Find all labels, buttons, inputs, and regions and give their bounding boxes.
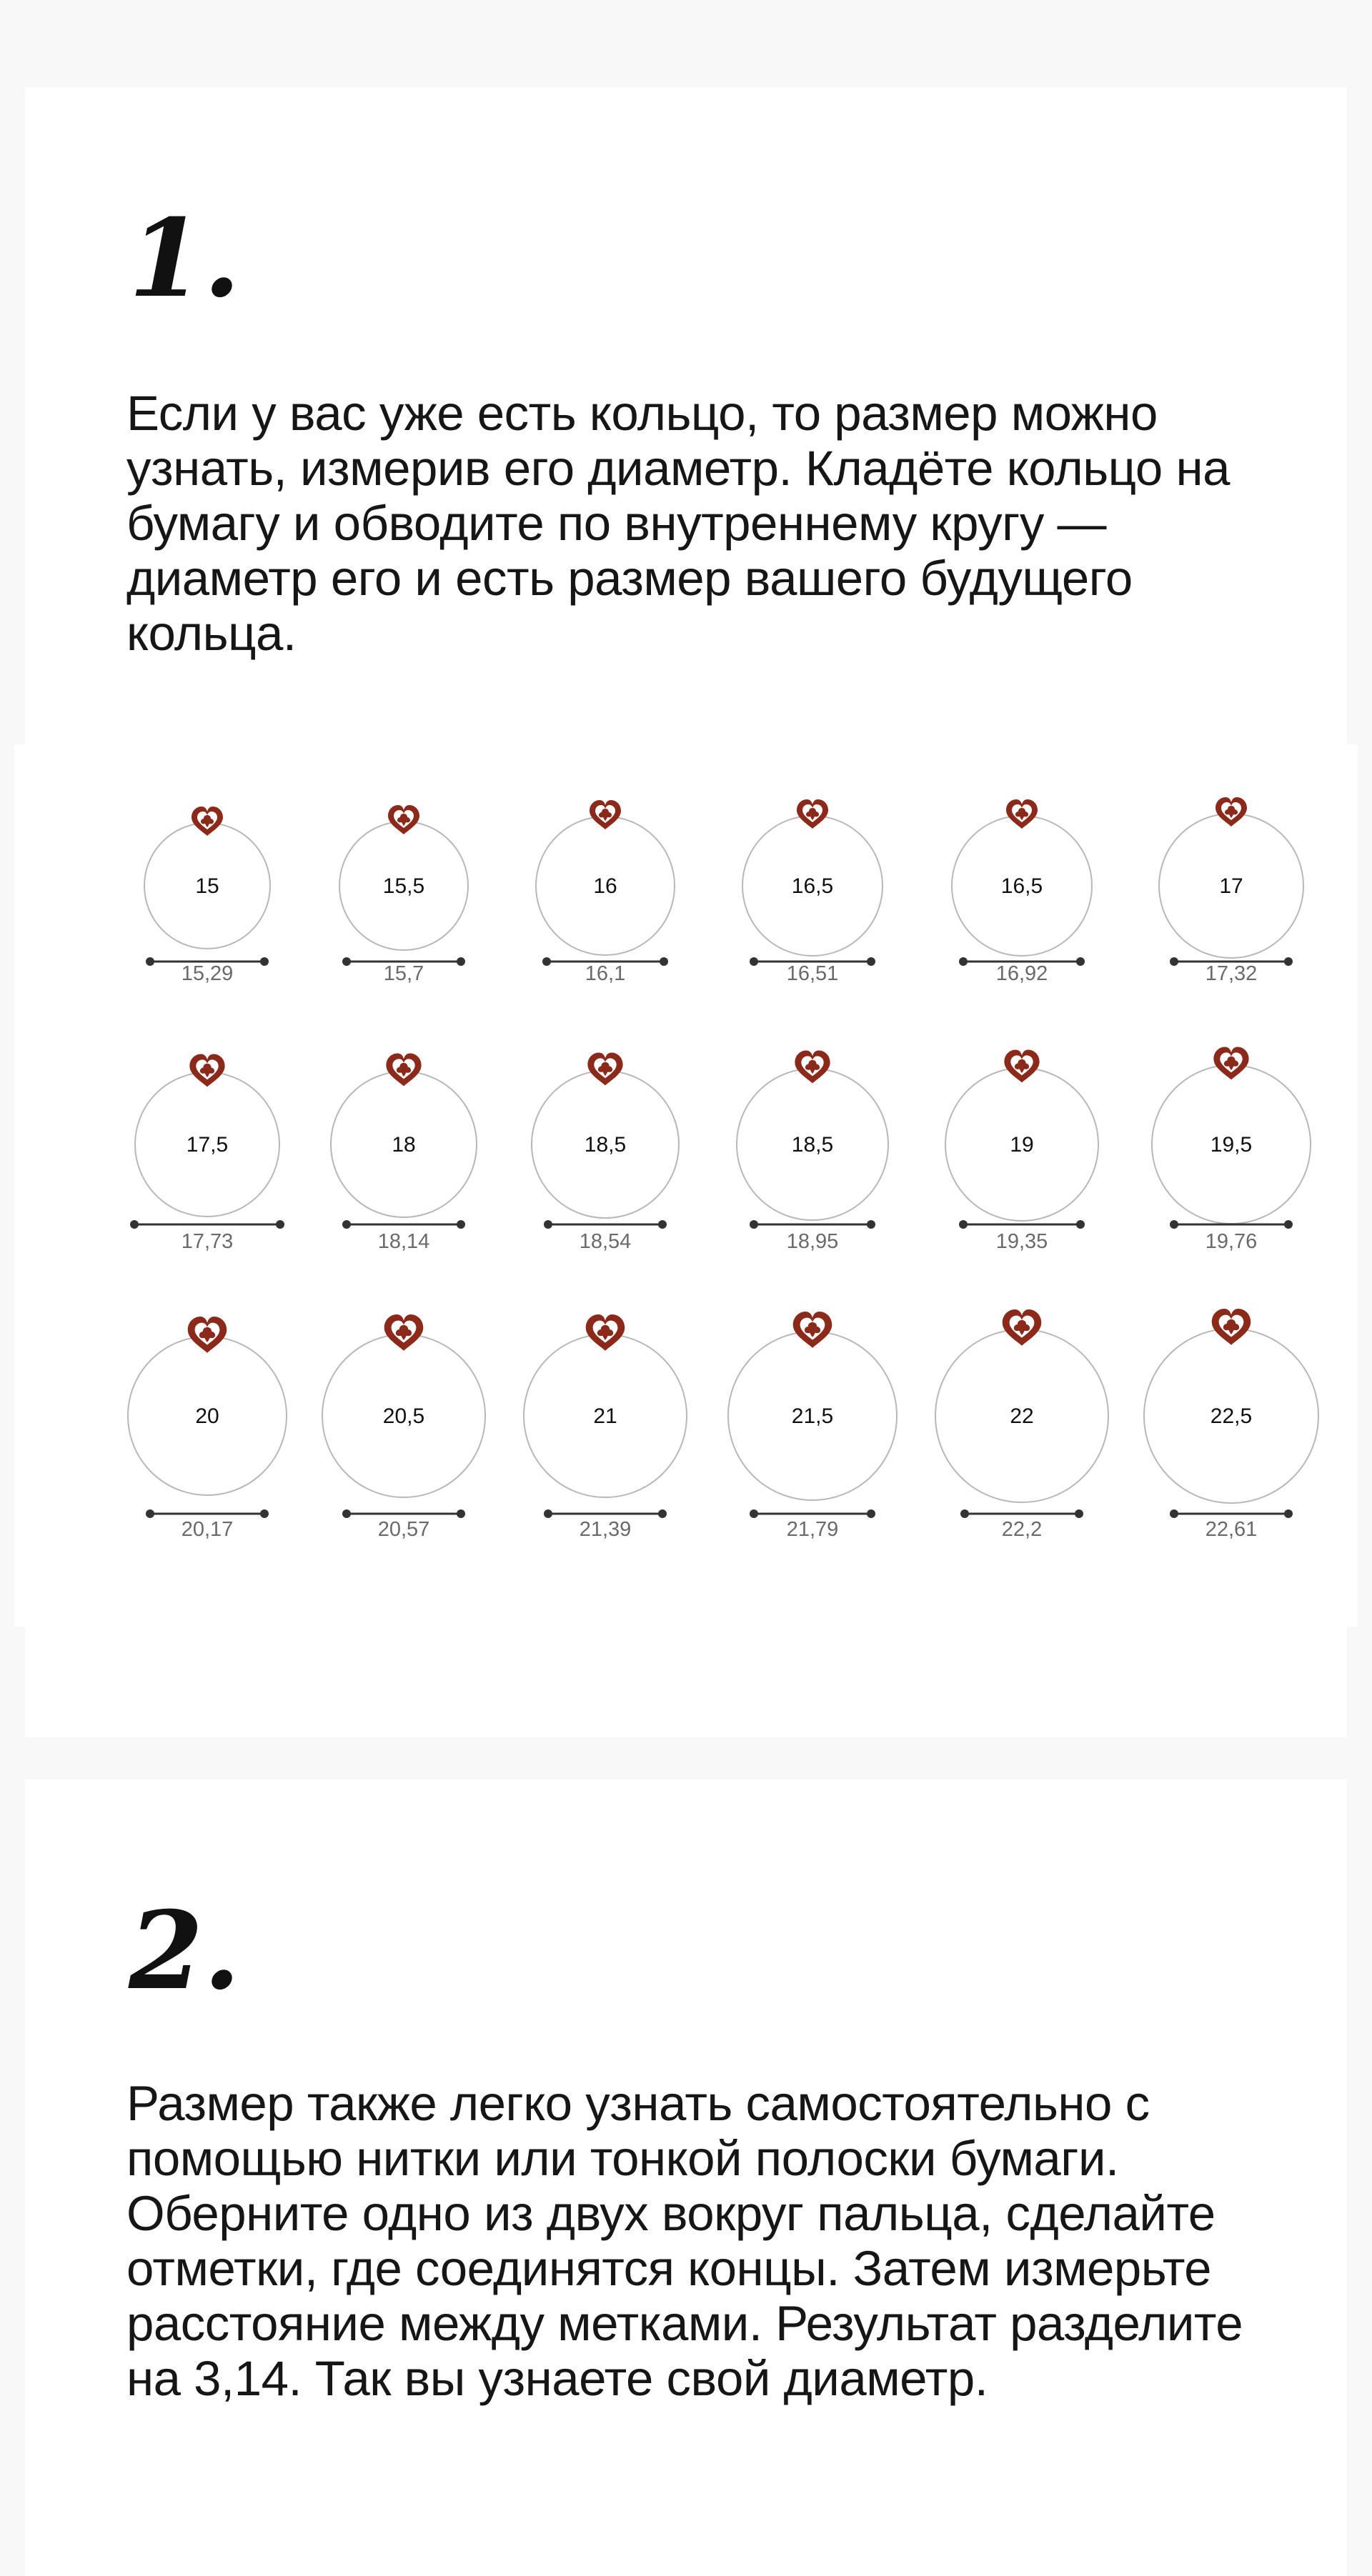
measure-endpoint bbox=[342, 1509, 351, 1518]
heart-charm-icon bbox=[188, 1317, 227, 1353]
step-1-card bbox=[25, 87, 1347, 1737]
ring-size-label: 16 bbox=[593, 874, 617, 898]
ring-size-label: 16,5 bbox=[791, 874, 834, 898]
ring-size-label: 17,5 bbox=[186, 1133, 229, 1157]
measure-endpoint bbox=[1075, 1509, 1083, 1518]
ring-size-label: 22 bbox=[1010, 1404, 1034, 1428]
ring-size-label: 15 bbox=[195, 874, 219, 898]
measure-endpoint bbox=[867, 1220, 875, 1229]
ring-size-item bbox=[144, 807, 270, 985]
measure-endpoint bbox=[457, 1220, 465, 1229]
measure-endpoint bbox=[544, 1509, 552, 1518]
measure-endpoint bbox=[658, 1220, 667, 1229]
measure-endpoint bbox=[457, 957, 465, 966]
step-2-number: 2. bbox=[129, 1888, 241, 2014]
ring-size-item bbox=[524, 1314, 687, 1541]
diameter-label: 21,39 bbox=[579, 1518, 632, 1541]
ring-size-label: 21 bbox=[593, 1404, 617, 1428]
measure-endpoint bbox=[658, 1509, 667, 1518]
ring-size-label: 21,5 bbox=[791, 1404, 834, 1428]
measure-endpoint bbox=[1284, 957, 1293, 966]
diameter-label: 16,1 bbox=[585, 962, 626, 985]
ring-size-item bbox=[130, 1054, 284, 1253]
ring-size-item bbox=[536, 800, 675, 985]
ring-size-label: 19,5 bbox=[1210, 1133, 1253, 1157]
measure-endpoint bbox=[867, 957, 875, 966]
measure-endpoint bbox=[1170, 957, 1178, 966]
diameter-label: 19,76 bbox=[1205, 1230, 1258, 1253]
measure-endpoint bbox=[867, 1509, 875, 1518]
measure-endpoint bbox=[342, 1220, 351, 1229]
step-1-number: 1. bbox=[129, 196, 241, 321]
ring-size-item bbox=[742, 799, 883, 985]
ring-size-label: 18,5 bbox=[791, 1133, 834, 1157]
measure-endpoint bbox=[542, 957, 551, 966]
ring-size-item bbox=[1144, 1309, 1318, 1541]
heart-charm-icon bbox=[797, 799, 828, 829]
heart-charm-icon bbox=[1003, 1309, 1042, 1346]
heart-charm-icon bbox=[388, 805, 419, 834]
ring-size-label: 15,5 bbox=[382, 874, 425, 898]
ring-size-item bbox=[737, 1050, 888, 1253]
measure-endpoint bbox=[750, 1509, 758, 1518]
heart-charm-icon bbox=[192, 807, 223, 836]
diameter-label: 18,95 bbox=[786, 1230, 839, 1253]
diameter-label: 15,7 bbox=[383, 962, 424, 985]
ring-size-label: 16,5 bbox=[1000, 874, 1043, 898]
ring-size-item bbox=[952, 799, 1092, 985]
measure-endpoint bbox=[750, 1220, 758, 1229]
step-2-text: Размер также легко узнать самостоятельно с помощью нитки или тонкой полоски бумаги. Оберните одно из двух вокруг пальца, сделайте отметки, где соединятся концы. Затем измерьте расстояние между метками. Результат разделите на 3,14. Так вы узнаете свой диаметр. bbox=[126, 2076, 1243, 2406]
diameter-label: 18,14 bbox=[377, 1230, 430, 1253]
step-1-text: Если у вас уже есть кольцо, то размер можно узнать, измерив его диаметр. Кладёте кольцо на бумагу и обводите по внутреннему кругу — диаметр его и есть размер вашего будущего кольца. bbox=[126, 386, 1230, 661]
diameter-label: 15,29 bbox=[181, 962, 234, 985]
ring-size-item bbox=[728, 1312, 897, 1541]
ring-size-chart-graphic bbox=[14, 744, 1358, 1627]
diameter-label: 16,51 bbox=[786, 962, 839, 985]
measure-endpoint bbox=[146, 1509, 154, 1518]
measure-endpoint bbox=[457, 1509, 465, 1518]
heart-charm-icon bbox=[189, 1054, 224, 1087]
diameter-label: 17,73 bbox=[181, 1230, 234, 1253]
ring-size-label: 18 bbox=[392, 1133, 416, 1157]
diameter-label: 18,54 bbox=[579, 1230, 632, 1253]
step-2-card bbox=[25, 1779, 1347, 2576]
measure-endpoint bbox=[1076, 1220, 1085, 1229]
measure-endpoint bbox=[276, 1220, 284, 1229]
heart-charm-icon bbox=[384, 1314, 424, 1351]
measure-endpoint bbox=[959, 957, 968, 966]
diameter-label: 22,2 bbox=[1001, 1518, 1043, 1541]
ring-size-chart bbox=[14, 744, 1358, 1627]
heart-charm-icon bbox=[386, 1053, 421, 1086]
ring-size-item bbox=[945, 1049, 1098, 1253]
measure-endpoint bbox=[660, 957, 668, 966]
heart-charm-icon bbox=[1213, 1047, 1248, 1079]
ring-size-label: 18,5 bbox=[584, 1133, 627, 1157]
measure-endpoint bbox=[544, 1220, 552, 1229]
ring-size-item bbox=[322, 1314, 485, 1541]
diameter-label: 16,92 bbox=[995, 962, 1048, 985]
diameter-label: 21,79 bbox=[786, 1518, 839, 1541]
heart-charm-icon bbox=[590, 800, 621, 829]
measure-endpoint bbox=[146, 957, 154, 966]
ring-size-item bbox=[128, 1317, 287, 1541]
ring-size-label: 20 bbox=[195, 1404, 219, 1428]
diameter-label: 22,61 bbox=[1205, 1518, 1258, 1541]
ring-size-item bbox=[532, 1052, 679, 1253]
ring-size-label: 20,5 bbox=[382, 1404, 425, 1428]
measure-endpoint bbox=[1284, 1509, 1293, 1518]
measure-endpoint bbox=[342, 957, 351, 966]
measure-endpoint bbox=[1170, 1220, 1178, 1229]
heart-charm-icon bbox=[1212, 1309, 1251, 1345]
heart-charm-icon bbox=[1006, 799, 1038, 829]
measure-endpoint bbox=[960, 1509, 969, 1518]
measure-endpoint bbox=[959, 1220, 968, 1229]
heart-charm-icon bbox=[795, 1050, 830, 1083]
ring-size-item bbox=[331, 1053, 477, 1253]
heart-charm-icon bbox=[586, 1314, 625, 1351]
diameter-label: 19,35 bbox=[995, 1230, 1048, 1253]
measure-endpoint bbox=[750, 957, 758, 966]
ring-size-label: 22,5 bbox=[1210, 1404, 1253, 1428]
measure-endpoint bbox=[1170, 1509, 1178, 1518]
diameter-label: 17,32 bbox=[1205, 962, 1258, 985]
heart-charm-icon bbox=[793, 1312, 832, 1348]
ring-size-label: 17 bbox=[1219, 874, 1243, 898]
ring-size-item bbox=[339, 805, 468, 985]
ring-size-item bbox=[1152, 1047, 1311, 1253]
measure-endpoint bbox=[130, 1220, 139, 1229]
heart-charm-icon bbox=[587, 1052, 622, 1085]
measure-endpoint bbox=[260, 1509, 269, 1518]
diameter-label: 20,17 bbox=[181, 1518, 234, 1541]
ring-size-label: 19 bbox=[1010, 1133, 1034, 1157]
ring-size-item bbox=[1159, 797, 1303, 985]
measure-endpoint bbox=[1076, 957, 1085, 966]
heart-charm-icon bbox=[1004, 1049, 1039, 1082]
ring-size-item bbox=[935, 1309, 1108, 1541]
measure-endpoint bbox=[1284, 1220, 1293, 1229]
diameter-label: 20,57 bbox=[377, 1518, 430, 1541]
measure-endpoint bbox=[260, 957, 269, 966]
heart-charm-icon bbox=[1216, 797, 1247, 827]
